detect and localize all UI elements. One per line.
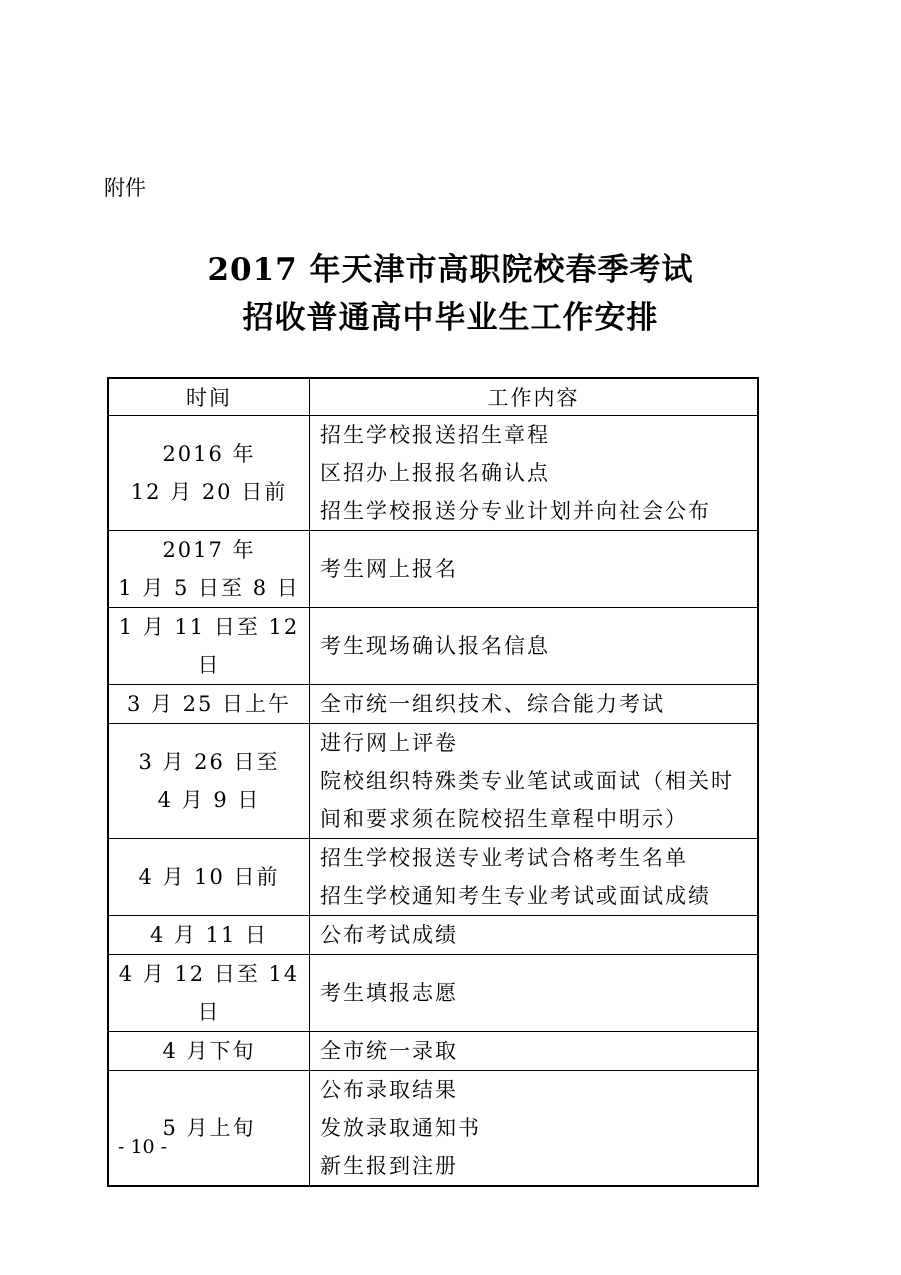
time-line: 4 月 10 日前 [138, 865, 280, 889]
table-header-row [108, 378, 758, 416]
title-line-2: 招收普通高中毕业生工作安排 [242, 300, 659, 336]
content-cell [310, 531, 759, 608]
table-row [108, 955, 758, 1032]
time-line: 2016 年 [162, 442, 256, 466]
time-line: 3 月 26 日至 [138, 750, 280, 774]
time-line: 2017 年 [162, 538, 256, 562]
content-line: 全市统一组织技术、综合能力考试 [320, 692, 665, 716]
table-row [108, 839, 758, 916]
content-line: 考生填报志愿 [320, 981, 458, 1005]
time-line: 4 月 12 日至 14 日 [118, 962, 300, 1024]
content-cell [310, 608, 759, 685]
content-cell [310, 685, 759, 724]
title-line-1: 2017 年天津市高职院校春季考试 [207, 252, 694, 288]
table-row [108, 1071, 758, 1187]
content-cell [310, 839, 759, 916]
time-line: 4 月 9 日 [157, 788, 261, 812]
time-line: 4 月 11 日 [149, 923, 269, 947]
time-line: 3 月 25 日上午 [126, 692, 292, 716]
table-row [108, 531, 758, 608]
table-row [108, 416, 758, 531]
time-cell [108, 1032, 310, 1071]
content-line: 新生报到注册 [320, 1154, 458, 1178]
content-line: 进行网上评卷 [320, 731, 458, 755]
table-row [108, 608, 758, 685]
table-row [108, 724, 758, 839]
time-line: 1 月 11 日至 12 日 [118, 615, 300, 677]
document-title [0, 246, 901, 342]
content-line: 招生学校报送分专业计划并向社会公布 [320, 499, 711, 523]
content-cell [310, 1032, 759, 1071]
time-line: 4 月下旬 [162, 1039, 256, 1063]
content-line: 院校组织特殊类专业笔试或面试（相关时 [320, 769, 734, 793]
content-line: 考生现场确认报名信息 [320, 634, 550, 658]
time-cell [108, 839, 310, 916]
content-cell [310, 955, 759, 1032]
content-line: 间和要求须在院校招生章程中明示） [320, 807, 688, 831]
schedule-body [108, 416, 758, 1187]
time-cell [108, 416, 310, 531]
time-cell [108, 531, 310, 608]
time-line: 12 月 20 日前 [130, 480, 288, 504]
time-line: 5 月上旬 [162, 1116, 256, 1140]
column-header-content: 工作内容 [310, 378, 759, 416]
table-row [108, 916, 758, 955]
time-cell [108, 608, 310, 685]
time-cell [108, 1071, 310, 1187]
schedule-table [107, 377, 759, 1187]
content-line: 区招办上报报名确认点 [320, 461, 550, 485]
content-line: 公布考试成绩 [320, 923, 458, 947]
content-line: 公布录取结果 [320, 1078, 458, 1102]
content-line: 招生学校通知考生专业考试或面试成绩 [320, 884, 711, 908]
table-row [108, 685, 758, 724]
page-number: - 10 - [118, 1136, 168, 1158]
content-cell [310, 1071, 759, 1187]
content-line: 发放录取通知书 [320, 1116, 481, 1140]
time-cell [108, 685, 310, 724]
content-line: 考生网上报名 [320, 557, 458, 581]
time-line: 1 月 5 日至 8 日 [118, 576, 300, 600]
attachment-label: 附件 [104, 176, 146, 200]
content-line: 招生学校报送专业考试合格考生名单 [320, 846, 688, 870]
content-cell [310, 916, 759, 955]
content-cell [310, 416, 759, 531]
time-cell [108, 724, 310, 839]
content-cell [310, 724, 759, 839]
content-line: 全市统一录取 [320, 1039, 458, 1063]
table-row [108, 1032, 758, 1071]
column-header-time: 时间 [108, 378, 310, 416]
time-cell [108, 955, 310, 1032]
content-line: 招生学校报送招生章程 [320, 423, 550, 447]
time-cell [108, 916, 310, 955]
